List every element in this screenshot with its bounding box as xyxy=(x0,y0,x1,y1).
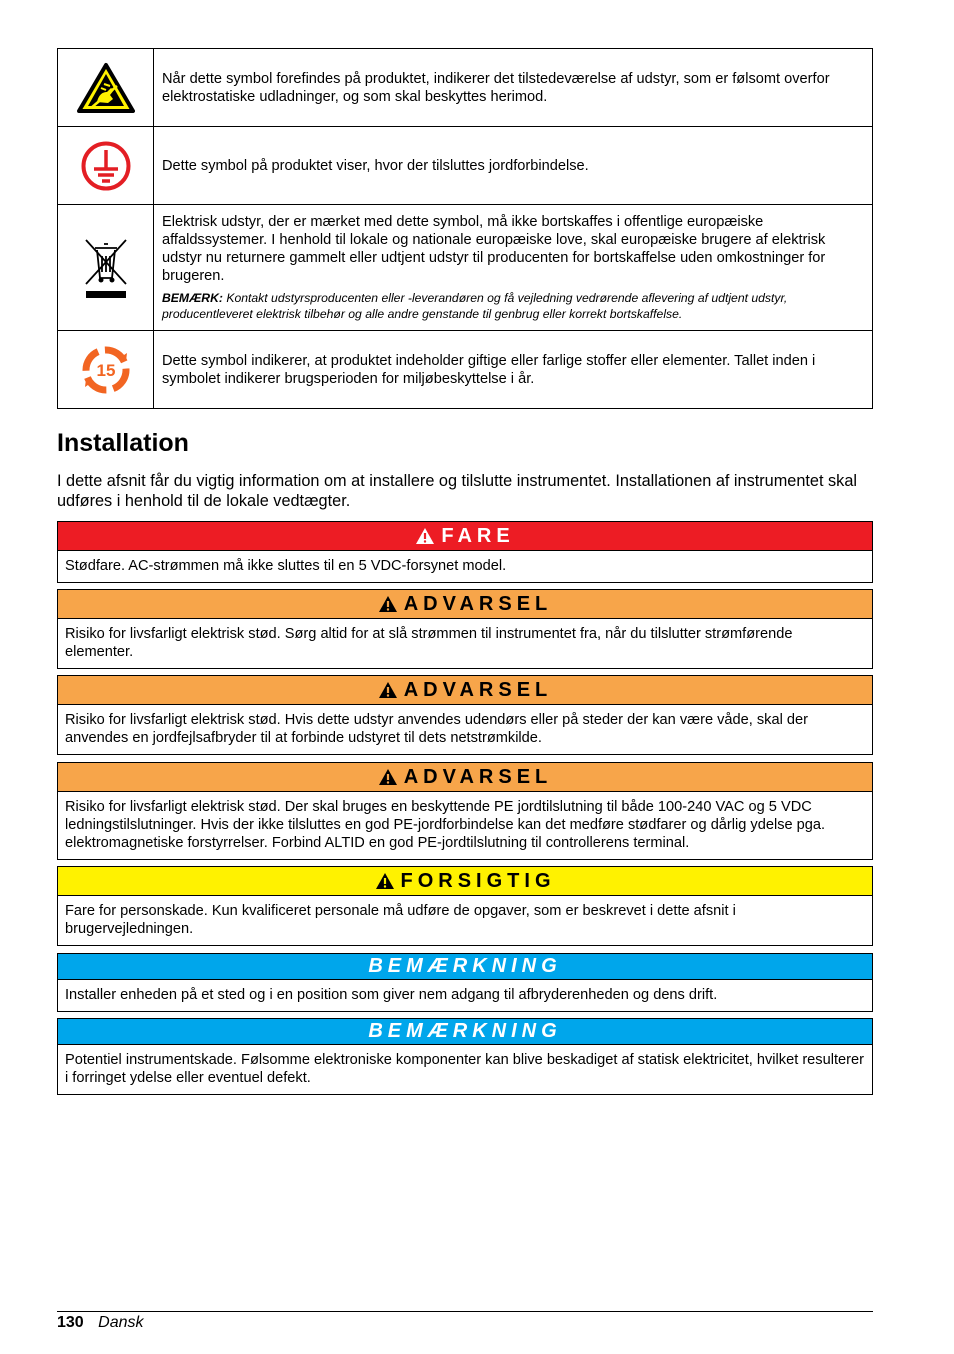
warning-notice xyxy=(57,675,873,755)
weee-note xyxy=(162,290,864,322)
symbol-description: Dette symbol på produktet viser, hvor der tilsluttes jordforbindelse. xyxy=(154,127,873,205)
symbol-row xyxy=(58,331,873,409)
warning-triangle-icon xyxy=(415,527,435,545)
notice-box xyxy=(57,1018,873,1095)
notice-text: Installer enheden på et sted og i en position som giver nem adgang til afbryderenheden og dens drift. xyxy=(65,987,718,1003)
notice-header xyxy=(58,590,872,619)
notice-text: Risiko for livsfarligt elektrisk stød. Der skal bruges en beskyttende PE jordtilslutning til både 100-240 VAC og 5 VDC ledningstilslutninger. Hvis der ikke tilsluttes en god PE-jordforbindelse kan det medføre stødfarer og dårlig ydelse pga. elektromagnetiske forstyrrelser. Forbind ALTID en god PE-jordtilslutning til controllerens terminal. xyxy=(65,799,826,851)
weee-text: Elektrisk udstyr, der er mærket med dette symbol, må ikke bortskaffes i offentlige europæiske affaldssystemer. I henhold til lokale og nationale europæiske love, skal europæiske brugere af elektrisk udstyr nu returnere gammelt eller udtjent udstyr til producenten for bortskaffelse uden omkostninger for brugeren. xyxy=(162,214,826,284)
section-title: Installation xyxy=(57,429,189,457)
notice-label: ADVARSEL xyxy=(403,592,553,615)
protective-earth-ground-icon xyxy=(80,140,132,192)
note-text: Kontakt udstyrsproducenten eller -leverandøren og få vejledning vedrørende aflevering af udtjent udstyr, producentleveret elektrisk tilbehør og alle andre genstande til genbrug eller korrekt bortskaffelse. xyxy=(162,291,788,321)
footer-divider xyxy=(57,1311,873,1312)
notice-text: Fare for personskade. Kun kvalificeret personale må udføre de opgaver, som er beskrevet i dette afsnit i brugervejledningen. xyxy=(65,903,736,937)
symbol-icon-cell xyxy=(58,49,154,127)
danger-notice xyxy=(57,521,873,583)
warning-triangle-icon xyxy=(378,768,398,786)
symbol-table xyxy=(57,48,873,409)
warning-notice xyxy=(57,762,873,860)
symbol-row xyxy=(58,49,873,127)
notice-label: BEMÆRKNING xyxy=(368,955,562,977)
symbol-description: Dette symbol indikerer, at produktet indeholder giftige eller farlige stoffer eller elementer. Tallet inden i symbolet indikerer brugsperioden for miljøbeskyttelse i år. xyxy=(154,331,873,409)
environment-friendly-use-period-15-icon xyxy=(81,345,131,395)
notice-text: Risiko for livsfarligt elektrisk stød. Sørg altid for at slå strømmen til instrumentet fra, når du tilslutter strømførende elementer. xyxy=(65,626,793,660)
notice-label: ADVARSEL xyxy=(403,678,553,701)
symbol-description: Når dette symbol forefindes på produktet, indikerer det tilstedeværelse af udstyr, som er følsomt overfor elektrostatiske udladninger, og som skal beskyttes herimod. xyxy=(154,49,873,127)
notice-text: Stødfare. AC-strømmen må ikke sluttes til en 5 VDC-forsynet model. xyxy=(65,558,507,574)
notice-label: FARE xyxy=(441,524,515,547)
electrostatic-discharge-icon xyxy=(77,62,135,114)
notice-header xyxy=(58,676,872,705)
warning-triangle-icon xyxy=(378,595,398,613)
weee-crossed-bin-icon xyxy=(82,236,130,300)
notice-header xyxy=(58,954,872,980)
notice-box xyxy=(57,953,873,1012)
footer-language: Dansk xyxy=(98,1314,144,1331)
page-number: 130 xyxy=(57,1314,84,1331)
notice-label: FORSIGTIG xyxy=(400,869,556,892)
notice-header xyxy=(58,763,872,792)
symbol-row xyxy=(58,205,873,331)
symbol-row xyxy=(58,127,873,205)
symbol-description xyxy=(154,205,873,331)
symbol-icon-cell xyxy=(58,205,154,331)
symbol-icon-cell xyxy=(58,127,154,205)
warning-notice xyxy=(57,589,873,669)
notice-header xyxy=(58,867,872,896)
warning-triangle-icon xyxy=(378,681,398,699)
symbol-icon-cell xyxy=(58,331,154,409)
notice-label: BEMÆRKNING xyxy=(368,1020,562,1042)
section-intro: I dette afsnit får du vigtig information om at installere og tilslutte instrumentet. Installationen af instrumentet skal udføres i henhold til de lokale vedtægter. xyxy=(57,472,857,510)
page-footer xyxy=(57,1313,144,1333)
caution-notice xyxy=(57,866,873,946)
notice-label: ADVARSEL xyxy=(403,765,553,788)
notice-header xyxy=(58,1019,872,1045)
notice-text: Risiko for livsfarligt elektrisk stød. Hvis dette udstyr anvendes udendørs eller på steder der kan være våde, skal der anvendes en jordfejlsafbryder til at forbinde udstyret til dets netstrømkilde. xyxy=(65,712,808,746)
warning-triangle-icon xyxy=(375,872,395,890)
notice-text: Potentiel instrumentskade. Følsomme elektroniske komponenter kan blive beskadiget af statisk elektricitet, hvilket resulterer i forringet ydelse eller eventuel defekt. xyxy=(65,1052,864,1086)
note-label: BEMÆRK: xyxy=(162,291,223,305)
use-period-number: 15 xyxy=(96,360,115,380)
notice-header xyxy=(58,522,872,551)
